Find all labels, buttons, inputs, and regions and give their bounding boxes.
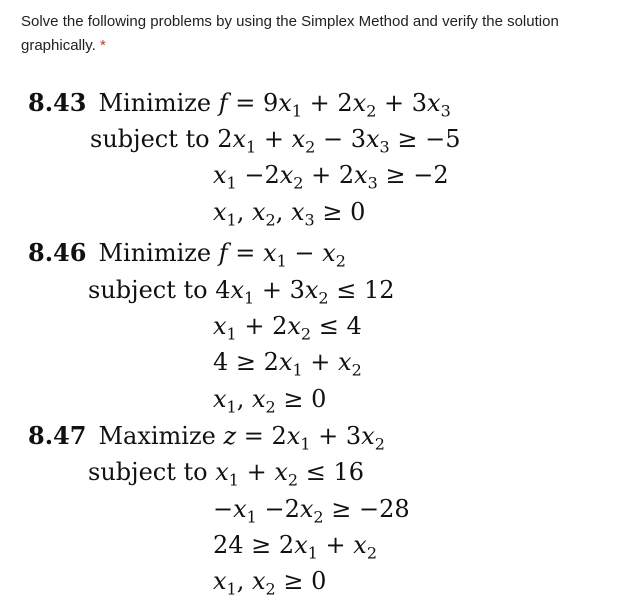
problem-8-47-constraint-2: $-x_1 -2x_2 \ge -28$ (213, 495, 410, 527)
problem-8-46-constraint-1: subject to $4x_1 + 3x_2 \le 12$ (88, 276, 395, 308)
subject-to-label: subject to (90, 125, 210, 153)
problem-8-43-constraint-1: subject to $2x_1 + x_2 - 3x_3 \ge -5$ (90, 125, 461, 157)
objective-keyword: Minimize (98, 89, 212, 117)
problem-8-46-constraint-2: $x_1 + 2x_2 \le 4$ (213, 312, 362, 344)
problem-8-46-objective: 8.46 Minimize $f = x_1 - x_2$ (28, 238, 346, 271)
required-asterisk: * (99, 37, 106, 54)
objective-keyword: Maximize (98, 422, 216, 450)
problem-8-47-constraint-1: subject to $x_1 + x_2 \le 16$ (88, 458, 364, 490)
problem-number: 8.47 (28, 421, 87, 450)
problem-8-46-nonnegativity: $x_1$, $x_2 \ge 0$ (213, 385, 327, 417)
problem-8-43-nonnegativity: $x_1$, $x_2$, $x_3 \ge 0$ (213, 198, 366, 230)
problem-8-47-nonnegativity: $x_1$, $x_2 \ge 0$ (213, 567, 327, 599)
problem-8-43-objective: 8.43 Minimize $f = 9x_1 + 2x_2 + 3x_3$ (28, 88, 451, 121)
subject-to-label: subject to (88, 276, 208, 304)
objective-variable: f (218, 239, 228, 267)
problem-number: 8.43 (28, 88, 87, 117)
problem-8-47-objective: 8.47 Maximize $z = 2x_1 + 3x_2$ (28, 421, 385, 454)
objective-keyword: Minimize (98, 239, 212, 267)
problem-8-47-constraint-3: $24 \ge 2x_1 + x_2$ (213, 531, 378, 563)
problem-8-43-constraint-2: $x_1 -2x_2 + 2x_3 \ge -2$ (213, 161, 449, 193)
objective-variable: z (223, 422, 237, 450)
objective-variable: f (218, 89, 228, 117)
question-text: Solve the following problems by using the Simplex Method and verify the solution graphically. (21, 13, 559, 54)
question-prompt (21, 10, 611, 58)
problem-number: 8.46 (28, 238, 87, 267)
problem-8-46-constraint-3: $4 \ge 2x_1 + x_2$ (213, 348, 362, 380)
subject-to-label: subject to (88, 458, 208, 486)
